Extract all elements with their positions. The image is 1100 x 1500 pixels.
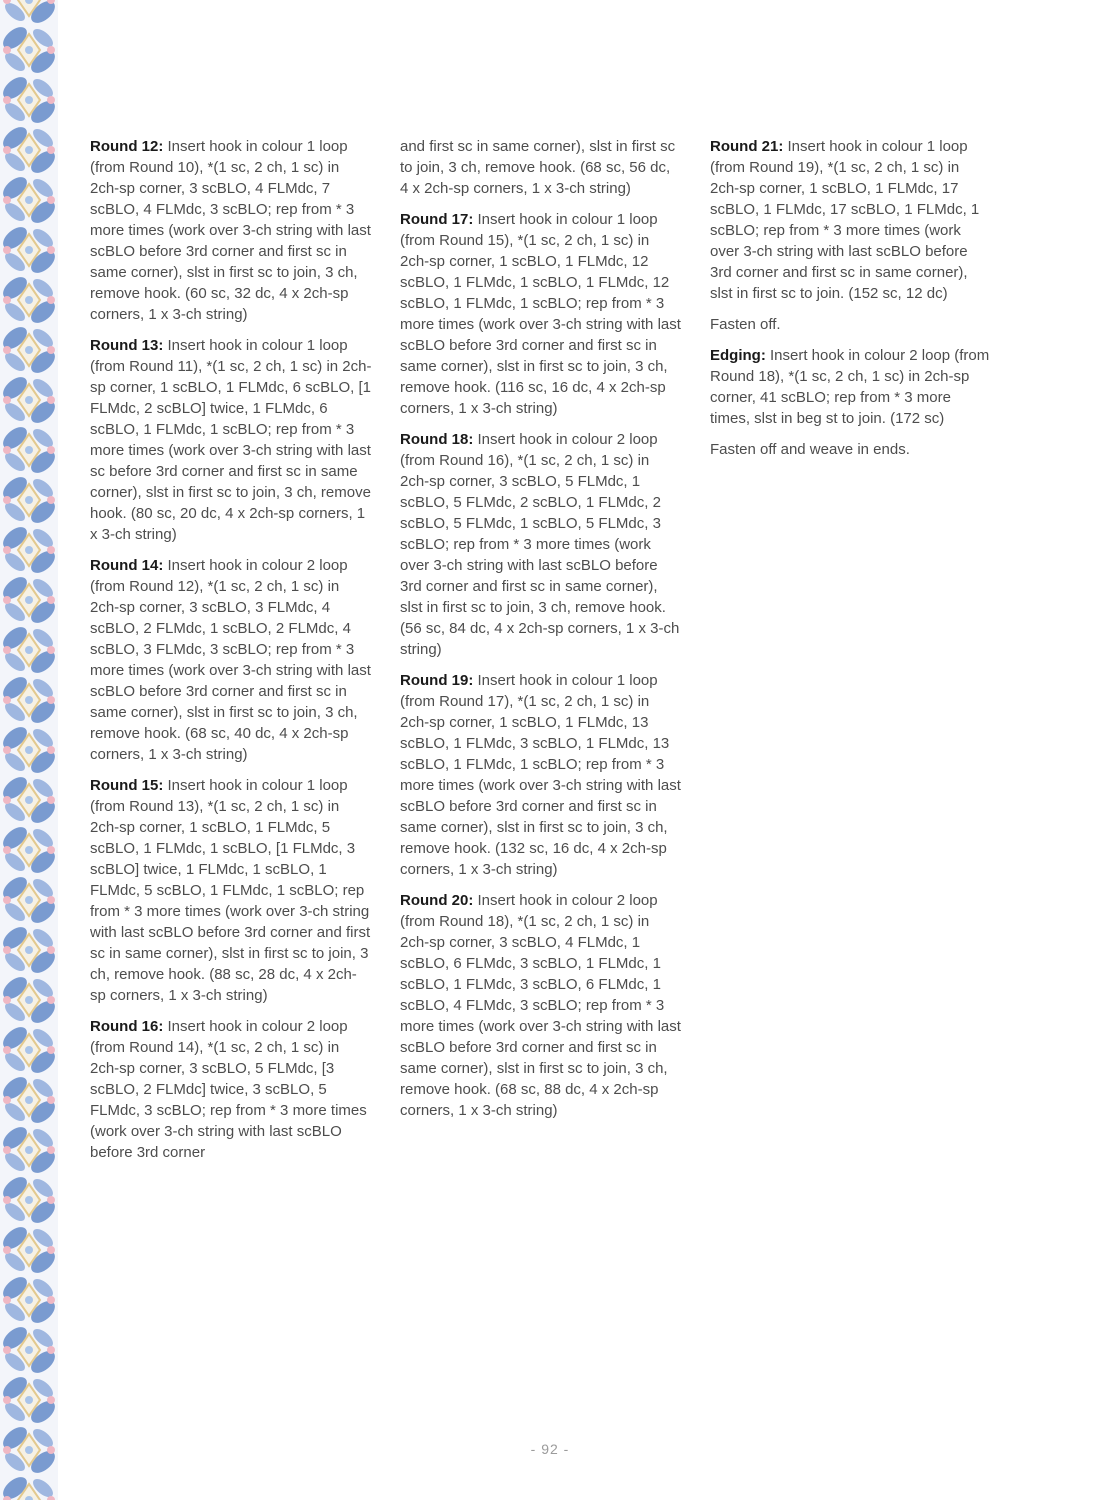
- round-instructions: Insert hook in colour 1 loop (from Round 13), *(1 sc, 2 ch, 1 sc) in 2ch-sp corner, 1 scBLO, 1 FLMdc, 5 scBLO, 1 FLMdc, 1 scBLO, [1 FLMdc, 3 scBLO] twice, 1 FLMdc, 1 scBLO, 1 FLMdc, 5 scBLO, 1 FLMdc, 1 scBLO; rep from * 3 more times (work over 3-ch string with last scBLO before 3rd corner and first sc in same corner), slst in first sc to join, 3 ch, remove hook. (88 sc, 28 dc, 4 x 2ch-sp corners, 1 x 3-ch string): [90, 777, 371, 1004]
- round-label: Round 13:: [90, 337, 164, 354]
- round-label: Round 19:: [400, 672, 474, 689]
- fasten-off-note: [710, 314, 992, 335]
- round-label: Round 12:: [90, 138, 164, 155]
- round-label: Round 17:: [400, 211, 474, 228]
- round-instructions: Fasten off and weave in ends.: [710, 441, 910, 458]
- round-instructions: Insert hook in colour 2 loop (from Round 12), *(1 sc, 2 ch, 1 sc) in 2ch-sp corner, 3 scBLO, 3 FLMdc, 4 scBLO, 2 FLMdc, 1 scBLO, 2 FLMdc, 4 scBLO, 3 FLMdc, 3 scBLO; rep from * 3 more times (work over 3-ch string with last scBLO before 3rd corner and first sc in same corner), slst in first sc to join, 3 ch, remove hook. (68 sc, 40 dc, 4 x 2ch-sp corners, 1 x 3-ch string): [90, 557, 371, 763]
- pattern-round-21: [710, 136, 992, 304]
- text-column-3: [710, 136, 992, 470]
- round-label: Round 14:: [90, 557, 164, 574]
- round-instructions: Insert hook in colour 2 loop (from Round 18), *(1 sc, 2 ch, 1 sc) in 2ch-sp corner, 3 scBLO, 4 FLMdc, 1 scBLO, 6 FLMdc, 3 scBLO, 1 FLMdc, 1 scBLO, 1 FLMdc, 3 scBLO, 6 FLMdc, 1 scBLO, 4 FLMdc, 3 scBLO; rep from * 3 more times (work over 3-ch string with last scBLO before 3rd corner and first sc in same corner), slst in first sc to join, 3 ch, remove hook. (68 sc, 88 dc, 4 x 2ch-sp corners, 1 x 3-ch string): [400, 892, 681, 1119]
- pattern-round-20: [400, 890, 682, 1121]
- round-label: Round 18:: [400, 431, 474, 448]
- round-instructions: Insert hook in colour 2 loop (from Round 18), *(1 sc, 2 ch, 1 sc) in 2ch-sp corner, 41 scBLO; rep from * 3 more times, slst in beg st to join. (172 sc): [710, 347, 990, 427]
- pattern-round-17: [400, 209, 682, 419]
- pattern-round-14: [90, 555, 372, 765]
- text-column-2: [400, 136, 682, 1131]
- pattern-round-12: [90, 136, 372, 325]
- round-label: Edging:: [710, 347, 766, 364]
- round-instructions: Fasten off.: [710, 316, 781, 333]
- finishing-note: [710, 439, 992, 460]
- round-instructions: Insert hook in colour 1 loop (from Round 11), *(1 sc, 2 ch, 1 sc) in 2ch-sp corner, 1 scBLO, 1 FLMdc, 6 scBLO, [1 FLMdc, 2 scBLO] twice, 1 FLMdc, 6 scBLO, 1 FLMdc, 1 scBLO; rep from * 3 more times (work over 3-ch string with last sc before 3rd corner and first sc in same corner), slst in first sc to join, 3 ch, remove hook. (80 sc, 20 dc, 4 x 2ch-sp corners, 1 x 3-ch string): [90, 337, 372, 543]
- round-label: Round 15:: [90, 777, 164, 794]
- page-number: - 92 -: [530, 1441, 570, 1457]
- round-label: Round 21:: [710, 138, 784, 155]
- round-label: Round 20:: [400, 892, 474, 909]
- pattern-round-18: [400, 429, 682, 660]
- round-instructions: Insert hook in colour 1 loop (from Round 15), *(1 sc, 2 ch, 1 sc) in 2ch-sp corner, 1 scBLO, 1 FLMdc, 12 scBLO, 1 FLMdc, 1 scBLO, 1 FLMdc, 12 scBLO, 1 FLMdc, 1 scBLO; rep from * 3 more times (work over 3-ch string with last scBLO before 3rd corner and first sc in same corner), slst in first sc to join, 3 ch, remove hook. (116 sc, 16 dc, 4 x 2ch-sp corners, 1 x 3-ch string): [400, 211, 681, 417]
- round-instructions: Insert hook in colour 1 loop (from Round 17), *(1 sc, 2 ch, 1 sc) in 2ch-sp corner, 1 scBLO, 1 FLMdc, 13 scBLO, 1 FLMdc, 3 scBLO, 1 FLMdc, 13 scBLO, 1 FLMdc, 1 scBLO; rep from * 3 more times (work over 3-ch string with last scBLO before 3rd corner and first sc in same corner), slst in first sc to join, 3 ch, remove hook. (132 sc, 16 dc, 4 x 2ch-sp corners, 1 x 3-ch string): [400, 672, 681, 878]
- text-column-1: [90, 136, 372, 1173]
- round-label: Round 16:: [90, 1018, 164, 1035]
- decorative-tile-border: [0, 0, 58, 1500]
- round-instructions: Insert hook in colour 2 loop (from Round 14), *(1 sc, 2 ch, 1 sc) in 2ch-sp corner, 3 scBLO, 5 FLMdc, [3 scBLO, 2 FLMdc] twice, 3 scBLO, 5 FLMdc, 3 scBLO; rep from * 3 more times (work over 3-ch string with last scBLO before 3rd corner: [90, 1018, 367, 1161]
- round-instructions: Insert hook in colour 1 loop (from Round 10), *(1 sc, 2 ch, 1 sc) in 2ch-sp corner, 3 scBLO, 4 FLMdc, 7 scBLO, 4 FLMdc, 3 scBLO; rep from * 3 more times (work over 3-ch string with last scBLO before 3rd corner and first sc in same corner), slst in first sc to join, 3 ch, remove hook. (60 sc, 32 dc, 4 x 2ch-sp corners, 1 x 3-ch string): [90, 138, 371, 323]
- pattern-round-16-continued: [400, 136, 682, 199]
- round-instructions: and first sc in same corner), slst in first sc to join, 3 ch, remove hook. (68 sc, 56 dc, 4 x 2ch-sp corners, 1 x 3-ch string): [400, 138, 676, 197]
- round-instructions: Insert hook in colour 1 loop (from Round 19), *(1 sc, 2 ch, 1 sc) in 2ch-sp corner, 1 scBLO, 1 FLMdc, 17 scBLO, 1 FLMdc, 17 scBLO, 1 FLMdc, 1 scBLO; rep from * 3 more times (work over 3-ch string with last scBLO before 3rd corner and first sc in same corner), slst in first sc to join. (152 sc, 12 dc): [710, 138, 980, 302]
- pattern-round-16: [90, 1016, 372, 1163]
- pattern-edging: [710, 345, 992, 429]
- round-instructions: Insert hook in colour 2 loop (from Round 16), *(1 sc, 2 ch, 1 sc) in 2ch-sp corner, 3 scBLO, 5 FLMdc, 1 scBLO, 5 FLMdc, 2 scBLO, 1 FLMdc, 2 scBLO, 5 FLMdc, 1 scBLO, 5 FLMdc, 3 scBLO; rep from * 3 more times (work over 3-ch string with last scBLO before 3rd corner and first sc in same corner), slst in first sc to join, 3 ch, remove hook. (56 sc, 84 dc, 4 x 2ch-sp corners, 1 x 3-ch string): [400, 431, 680, 658]
- pattern-round-13: [90, 335, 372, 545]
- tile-pattern-graphic: [0, 0, 58, 1500]
- pattern-round-15: [90, 775, 372, 1006]
- pattern-round-19: [400, 670, 682, 880]
